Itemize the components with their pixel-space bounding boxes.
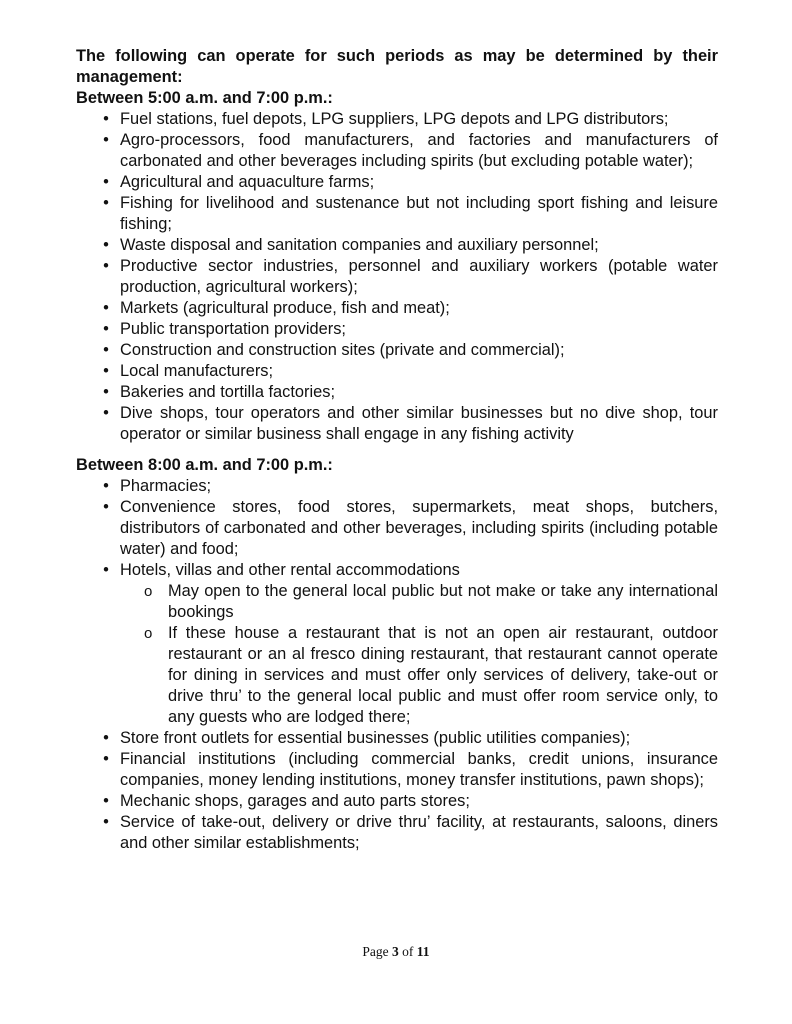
list-item: [76, 497, 718, 560]
list-item-text: Markets (agricultural produce, fish and meat);: [120, 299, 450, 317]
list-item: [76, 382, 718, 403]
sub-list-item-text: May open to the general local public but not make or take any international bookings: [168, 582, 718, 621]
list-item-text: Financial institutions (including commercial banks, credit unions, insurance companies, money lending institutions, money transfer institutions, pawn shops);: [120, 750, 718, 789]
bullet-icon: •: [103, 257, 109, 275]
sub-list-item: [76, 623, 718, 728]
list-item-text: Service of take-out, delivery or drive thru’ facility, at restaurants, saloons, diners and other similar establishments;: [120, 813, 718, 852]
circle-bullet-icon: o: [144, 583, 153, 600]
bullet-list: [76, 109, 718, 445]
section-heading: Between 5:00 a.m. and 7:00 p.m.:: [76, 89, 333, 107]
bullet-icon: •: [103, 383, 109, 401]
sub-list-item-text: If these house a restaurant that is not an open air restaurant, outdoor restaurant or an al fresco dining restaurant, that restaurant cannot operate for dining in services and must offer only services of delivery, take-out or drive thru’ to the general local public and must offer room service only, to any guests who are lodged there;: [168, 624, 718, 726]
bullet-list: [76, 476, 718, 854]
list-item: [76, 791, 718, 812]
page-footer: [0, 944, 792, 960]
list-item-text: Mechanic shops, garages and auto parts stores;: [120, 792, 470, 810]
footer-page-number: 3: [392, 944, 399, 959]
list-item: [76, 235, 718, 256]
list-item: [76, 560, 718, 581]
bullet-icon: •: [103, 110, 109, 128]
list-item-text: Hotels, villas and other rental accommodations: [120, 561, 460, 579]
bullet-icon: •: [103, 813, 109, 831]
document-page: [76, 46, 718, 854]
list-item: [76, 812, 718, 854]
bullet-icon: •: [103, 362, 109, 380]
list-item-text: Local manufacturers;: [120, 362, 274, 380]
list-item-text: Waste disposal and sanitation companies and auxiliary personnel;: [120, 236, 599, 254]
section-heading: Between 8:00 a.m. and 7:00 p.m.:: [76, 456, 333, 474]
bullet-icon: •: [103, 561, 109, 579]
list-item: [76, 340, 718, 361]
bullet-icon: •: [103, 194, 109, 212]
bullet-icon: •: [103, 729, 109, 747]
list-item-text: Productive sector industries, personnel and auxiliary workers (potable water production, agricultural workers);: [120, 257, 718, 296]
list-item: [76, 130, 718, 172]
sub-list-item: [76, 581, 718, 623]
list-item: [76, 361, 718, 382]
bullet-icon: •: [103, 320, 109, 338]
list-item: [76, 728, 718, 749]
list-item-text: Bakeries and tortilla factories;: [120, 383, 335, 401]
sub-list: [76, 581, 718, 728]
list-item: [76, 476, 718, 497]
list-item-text: Construction and construction sites (private and commercial);: [120, 341, 565, 359]
list-item-text: Fishing for livelihood and sustenance but not including sport fishing and leisure fishing;: [120, 194, 718, 233]
bullet-icon: •: [103, 173, 109, 191]
list-item: [76, 172, 718, 193]
bullet-icon: •: [103, 341, 109, 359]
list-item: [76, 193, 718, 235]
bullet-icon: •: [103, 750, 109, 768]
bullet-icon: •: [103, 299, 109, 317]
list-item-text: Agro-processors, food manufacturers, and factories and manufacturers of carbonated and other beverages including spirits (but excluding potable water);: [120, 131, 718, 170]
list-item: [76, 109, 718, 130]
footer-of: of: [402, 944, 414, 959]
bullet-icon: •: [103, 236, 109, 254]
list-item: [76, 403, 718, 445]
bullet-icon: •: [103, 792, 109, 810]
list-item-text: Dive shops, tour operators and other similar businesses but no dive shop, tour operator or similar business shall engage in any fishing activity: [120, 404, 718, 443]
list-item: [76, 298, 718, 319]
list-item: [76, 749, 718, 791]
bullet-icon: •: [103, 498, 109, 516]
intro-paragraph: The following can operate for such periods as may be determined by their management:: [76, 47, 718, 86]
list-item-text: Agricultural and aquaculture farms;: [120, 173, 375, 191]
bullet-icon: •: [103, 131, 109, 149]
bullet-icon: •: [103, 477, 109, 495]
bullet-icon: •: [103, 404, 109, 422]
circle-bullet-icon: o: [144, 625, 153, 642]
section-8am-7pm: [76, 455, 718, 854]
list-item-text: Public transportation providers;: [120, 320, 346, 338]
list-item: [76, 256, 718, 298]
footer-total-pages: 11: [416, 944, 430, 959]
list-item-text: Store front outlets for essential businesses (public utilities companies);: [120, 729, 631, 747]
footer-prefix: Page: [362, 944, 389, 959]
list-item-text: Pharmacies;: [120, 477, 212, 495]
list-item: [76, 319, 718, 340]
list-item-text: Convenience stores, food stores, supermarkets, meat shops, butchers, distributors of carbonated and other beverages, including spirits (including potable water) and food;: [120, 498, 718, 558]
list-item-text: Fuel stations, fuel depots, LPG suppliers, LPG depots and LPG distributors;: [120, 110, 669, 128]
section-5am-7pm: [76, 88, 718, 445]
